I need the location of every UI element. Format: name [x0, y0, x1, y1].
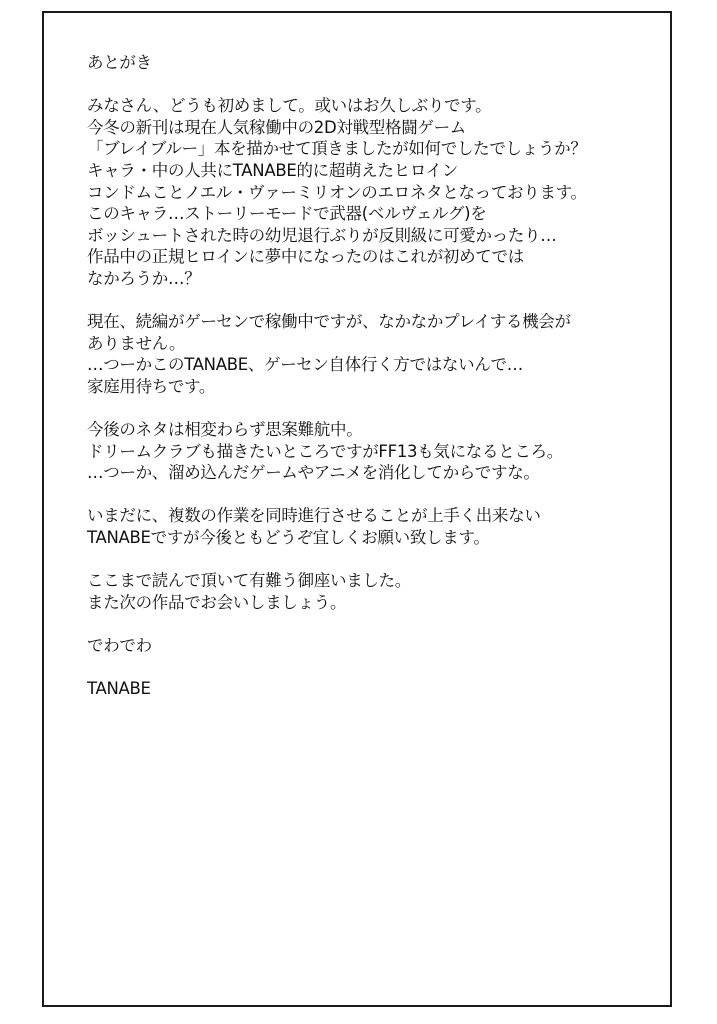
paragraph-1-line-2: 今冬の新刊は現在人気稼働中の2D対戦型格闘ゲーム	[87, 117, 467, 137]
paragraph-2-line-4: 家庭用待ちです。	[87, 376, 216, 396]
paragraph-1-line-9: なかろうか…？	[87, 268, 201, 288]
paragraph-1-line-5: コンドムことノエル・ヴァーミリオンのエロネタとなっております。	[87, 182, 587, 202]
paragraph-2-line-1: 現在、続編がゲーセンで稼働中ですが、なかなかプレイする機会が	[87, 312, 571, 332]
spacer	[87, 549, 627, 571]
spacer	[87, 613, 627, 635]
spacer	[87, 484, 627, 506]
spacer	[87, 657, 627, 679]
paragraph-3-line-1: 今後のネタは相変わらず思案難航中。	[87, 420, 363, 440]
paragraph-1-line-1: みなさん、どうも初めまして。或いはお久しぶりです。	[87, 96, 492, 116]
paragraph-1-line-3: 「ブレイブルー」本を描かせて頂きましたが如何でしたでしょうか？	[87, 139, 587, 159]
paragraph-4-line-2: TANABEですが今後ともどうぞ宜しくお願い致します。	[87, 528, 490, 548]
paragraph-5-line-2: また次の作品でお会いしましょう。	[87, 592, 347, 612]
paragraph-4-line-1: いまだに、複数の作業を同時進行させることが上手く出来ない	[87, 506, 541, 526]
afterword-heading: あとがき	[87, 53, 152, 72]
paragraph-5-line-1: ここまで読んで頂いて有難う御座いました。	[87, 571, 412, 591]
spacer	[87, 398, 627, 420]
spacer	[87, 290, 627, 312]
paragraph-3-line-2: ドリームクラブも描きたいところですがFF13も気になるところ。	[87, 441, 564, 461]
closing-text: でわでわ	[87, 636, 152, 656]
paragraph-1-line-7: ボッシュートされた時の幼児退行ぶりが反則級に可愛かったり…	[87, 225, 557, 245]
paragraph-1-line-4: キャラ・中の人共にTANABE的に超萌えたヒロイン	[87, 160, 458, 180]
spacer	[87, 74, 627, 96]
afterword-text	[87, 52, 627, 700]
paragraph-2-line-3: …つーかこのTANABE、ゲーセン自体行く方ではないんで…	[87, 355, 523, 375]
author-signature: TANABE	[87, 679, 151, 699]
paragraph-1-line-8: 作品中の正規ヒロインに夢中になったのはこれが初めてでは	[87, 247, 524, 267]
paragraph-1-line-6: このキャラ…ストーリーモードで武器(ベルヴェルグ)を	[87, 204, 487, 224]
paragraph-2-line-2: ありません。	[87, 333, 186, 353]
paragraph-3-line-3: …つーか、溜め込んだゲームやアニメを消化してからですな。	[87, 463, 540, 483]
